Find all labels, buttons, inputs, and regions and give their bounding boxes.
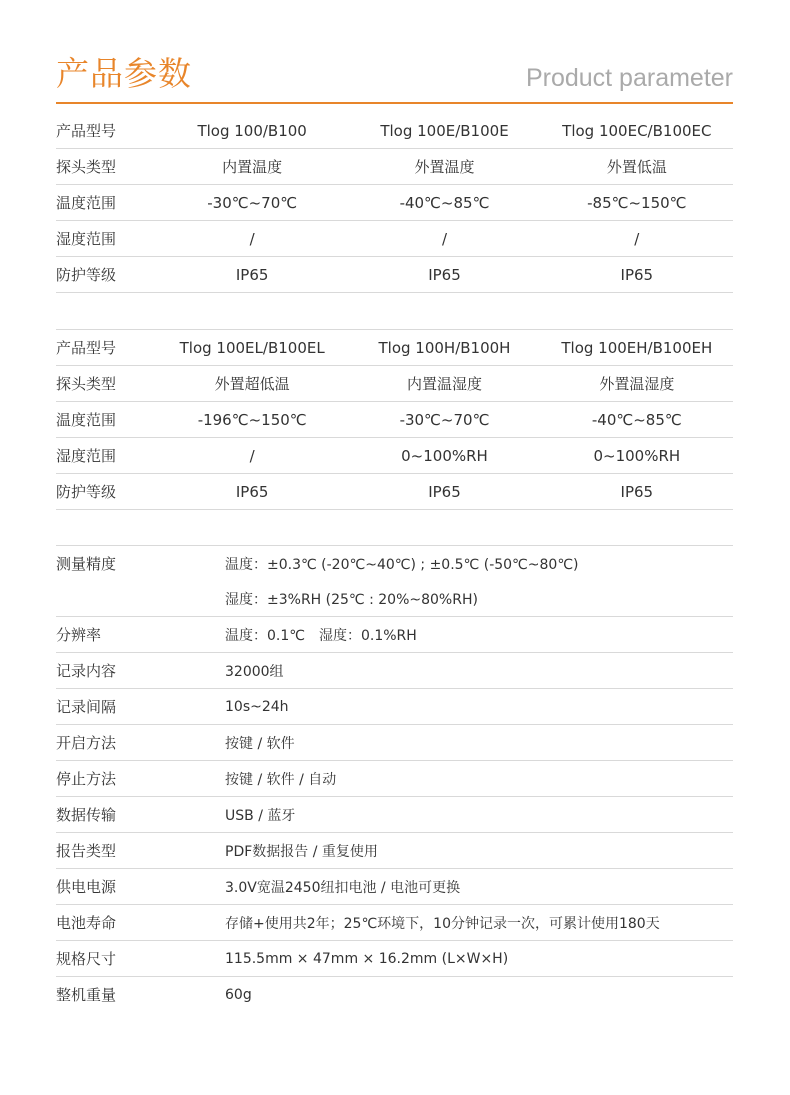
table-row [56, 653, 733, 689]
cell-value: -85℃~150℃ [541, 185, 733, 221]
row-label: 探头类型 [56, 149, 156, 185]
row-label: 分辨率 [56, 617, 225, 653]
cell-value: 3.0V宽温2450纽扣电池 / 电池可更换 [225, 869, 733, 905]
table-row [56, 941, 733, 977]
table-row [56, 581, 733, 617]
row-label [56, 581, 225, 617]
row-label: 规格尺寸 [56, 941, 225, 977]
row-label: 数据传输 [56, 797, 225, 833]
cell-value: / [541, 221, 733, 257]
row-label: 温度范围 [56, 185, 156, 221]
cell-value: 0~100%RH [541, 438, 733, 474]
row-label: 电池寿命 [56, 905, 225, 941]
cell-value: IP65 [156, 474, 348, 510]
cell-value: PDF数据报告 / 重复使用 [225, 833, 733, 869]
table-row [56, 474, 733, 510]
row-label: 防护等级 [56, 474, 156, 510]
table-row [56, 869, 733, 905]
cell-value: 115.5mm × 47mm × 16.2mm (L×W×H) [225, 941, 733, 977]
row-label: 湿度范围 [56, 438, 156, 474]
cell-value: 10s~24h [225, 689, 733, 725]
cell-value: 外置温湿度 [541, 366, 733, 402]
row-label: 报告类型 [56, 833, 225, 869]
cell-value: IP65 [348, 257, 540, 293]
table-row [56, 221, 733, 257]
cell-value: Tlog 100E/B100E [348, 113, 540, 149]
cell-value: 温度：±0.3℃ (-20℃~40℃) ; ±0.5℃ (-50℃~80℃) [225, 546, 733, 582]
table-row [56, 257, 733, 293]
cell-value: / [348, 221, 540, 257]
table-row [56, 833, 733, 869]
cell-value: 0~100%RH [348, 438, 540, 474]
row-label: 防护等级 [56, 257, 156, 293]
table-row [56, 185, 733, 221]
row-label: 产品型号 [56, 330, 156, 366]
cell-value: -40℃~85℃ [348, 185, 540, 221]
row-label: 供电电源 [56, 869, 225, 905]
table-row [56, 689, 733, 725]
cell-value: 内置温度 [156, 149, 348, 185]
table-row [56, 546, 733, 582]
table-row [56, 113, 733, 149]
cell-value: Tlog 100EH/B100EH [541, 330, 733, 366]
model-comparison-table-2 [56, 329, 733, 510]
row-label: 开启方法 [56, 725, 225, 761]
row-label: 探头类型 [56, 366, 156, 402]
table-row [56, 149, 733, 185]
cell-value: 存储+使用共2年；25℃环境下，10分钟记录一次，可累计使用180天 [225, 905, 733, 941]
cell-value: -30℃~70℃ [348, 402, 540, 438]
table-row [56, 977, 733, 1013]
cell-value: Tlog 100/B100 [156, 113, 348, 149]
cell-value: 外置超低温 [156, 366, 348, 402]
table-row [56, 797, 733, 833]
cell-value: 外置低温 [541, 149, 733, 185]
section-header [56, 52, 733, 104]
page-title: 产品参数 [56, 54, 192, 93]
cell-value: IP65 [348, 474, 540, 510]
row-label: 温度范围 [56, 402, 156, 438]
table-row [56, 761, 733, 797]
cell-value: 60g [225, 986, 252, 1003]
table-row [56, 366, 733, 402]
table-row [56, 438, 733, 474]
cell-value: -30℃~70℃ [156, 185, 348, 221]
cell-value: / [156, 221, 348, 257]
cell-value: Tlog 100EC/B100EC [541, 113, 733, 149]
model-comparison-table-1 [56, 113, 733, 293]
table-row [56, 905, 733, 941]
table-row [56, 402, 733, 438]
cell-value: USB / 蓝牙 [225, 797, 733, 833]
table-row [56, 725, 733, 761]
cell-value: 温度：0.1℃ 湿度：0.1%RH [225, 617, 733, 653]
cell-value: Tlog 100EL/B100EL [156, 330, 348, 366]
row-label: 记录间隔 [56, 689, 225, 725]
cell-value: IP65 [541, 257, 733, 293]
cell-value: Tlog 100H/B100H [348, 330, 540, 366]
row-label: 产品型号 [56, 113, 156, 149]
page-subtitle: Product parameter [525, 64, 733, 92]
cell-value: -196℃~150℃ [156, 402, 348, 438]
cell-value: 32000组 [225, 653, 733, 689]
cell-value: 内置温湿度 [348, 366, 540, 402]
row-label: 测量精度 [56, 546, 225, 582]
cell-value: IP65 [541, 474, 733, 510]
cell-value: -40℃~85℃ [541, 402, 733, 438]
cell-value: 按键 / 软件 / 自动 [225, 761, 733, 797]
cell-value: 按键 / 软件 [225, 725, 733, 761]
cell-value: 湿度：±3%RH (25℃ : 20%~80%RH) [225, 581, 733, 617]
row-label: 记录内容 [56, 653, 225, 689]
row-label: 停止方法 [56, 761, 225, 797]
table-row [56, 617, 733, 653]
row-label: 湿度范围 [56, 221, 156, 257]
table-row [56, 330, 733, 366]
cell-value: IP65 [156, 257, 348, 293]
spec-table [56, 545, 733, 1012]
cell-value: 外置温度 [348, 149, 540, 185]
row-label: 整机重量 [56, 986, 117, 1004]
cell-value: / [156, 438, 348, 474]
